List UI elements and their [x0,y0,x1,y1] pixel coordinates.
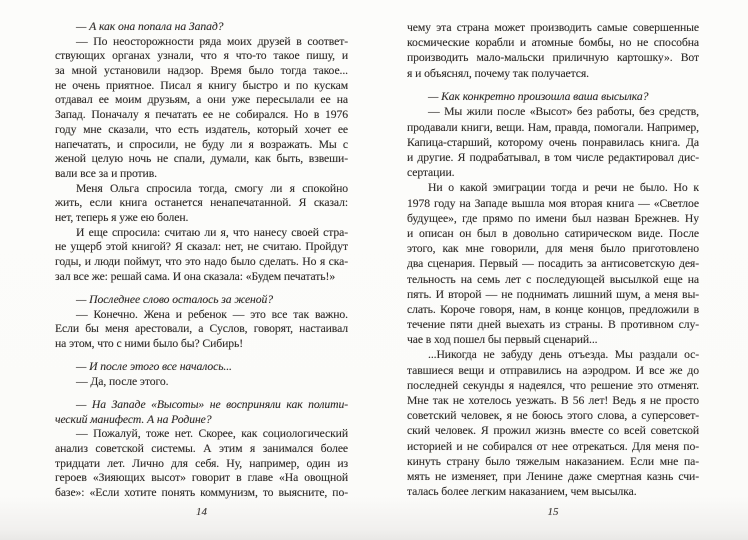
text-line: напечатать, и спросили, не буду ли я возражать. Мы с [55,137,348,151]
text-paragraph [407,104,699,180]
text-line: производить мало-мальски приличную картошку». Вот [407,51,699,65]
text-line: году мне сказали, что есть издатель, который хочет ее [55,122,348,136]
text-line: продавали книги, вещи. Нам, правда, помогали. Например, [407,120,699,134]
text-paragraph [55,182,348,226]
text-line: этого, как мне говорили, для меня было приготовлено [407,242,699,256]
question-paragraph [55,398,348,427]
text-line: зал все же: решай сама. И она сказала: «Будем печатать!» [55,269,336,283]
text-line: два сценария. Первый — посадить за антисоветскую дея- [407,257,699,271]
text-line: пять. И второй — не поднимать лишний шум, а меня вы- [407,287,699,301]
text-line: чае в ход пошел бы первый сценарий... [407,333,598,347]
left-page-number: 14 [196,506,207,518]
text-line: Меня Ольга спросила тогда, смогу ли я спокойно [76,181,348,195]
text-line: не очень приятное. Писал я книгу быстро и по кускам [55,78,348,92]
text-line: Ни о какой эмиграции тогда и речи не было. Но к [428,181,699,195]
question-paragraph [55,360,348,375]
text-line: кинуть страну было тяжелым наказанием. Если мне па- [407,454,699,468]
text-line: не ущерб этой книгой? Я сказал: нет, не считаю. Пройдут [55,240,348,254]
text-line: героев «Зияющих высот» говорит в главе «На овощной [55,471,348,485]
text-line: будущее», где прямо по имени был назван Брежнев. Ну [407,211,699,225]
left-page-text [55,20,348,501]
text-line: — А как она попала на Запад? [76,20,224,33]
text-line: базе»: «Если хотите понять коммунизм, то выясните, по- [55,486,348,500]
text-line: историей и не собирался от нее отрекаться. Для меня по- [407,439,699,453]
text-line: талась более легким наказанием, чем высылка. [407,485,637,499]
text-line: я и объяснял, почему так получается. [407,66,589,80]
text-paragraph [407,347,699,499]
text-line: слать. Короче говоря, нам, в конце концов, предложили в [407,302,699,316]
text-line: ...Никогда не забуду день отъезда. Мы раздали ос- [428,348,699,362]
text-paragraph [55,308,348,352]
text-line: ческий манифест. А на Родине? [55,412,212,426]
text-line: — И после этого все началось... [76,360,232,374]
text-line: — Да, после этого. [76,374,169,388]
text-line: годы, и люди поймут, что это надо было сделать. Но я ска- [55,255,348,268]
text-line: женой целую ночь не спали, думали, как быть, взвеши- [55,152,348,166]
text-line: нет, теперь я уже ею болен. [55,210,189,224]
text-line: — Конечно. Жена и ребенок — это все так важно. [76,307,348,321]
text-line: — На Западе «Высоты» не восприняли как полити- [76,398,348,411]
text-paragraph [55,35,348,182]
text-line: тридцати лет. Лично для себя. Ну, например, один из [55,456,348,470]
text-line: Запад. Поначалу я печатать ее не собирался. Но в 1976 [55,108,348,122]
text-line: тельность на семь лет с последующей высылкой еще на [407,272,699,286]
text-line: тавшиеся вещи и отправились на аэродром. И все же до [407,363,699,377]
text-line: чему эта страна может производить самые совершенные [407,21,699,34]
text-line: анализ советской системы. А этим я занимался более [55,442,348,456]
right-page-number: 15 [547,506,559,518]
question-paragraph [407,89,699,104]
text-line: жить, если книга останется ненапечатанной. Я сказал: [55,196,348,210]
text-line: — Пожалуй, тоже нет. Скорее, как социологический [76,427,348,441]
question-paragraph [55,293,348,308]
text-line: космические корабли и атомные бомбы, но не способна [407,36,699,50]
text-line: на этом, что с ними было бы? Сибирь! [55,336,244,350]
question-paragraph [55,20,348,35]
text-line: — Как конкретно произошла ваша высылка? [428,90,649,104]
text-line: сертации. [407,166,455,180]
text-paragraph [407,180,699,347]
text-paragraph [55,226,348,285]
text-line: Капица-старший, которому очень понравилась книга. Да [407,135,699,149]
text-line: мять не изменяет, при Ленине даже смертная казнь счи- [407,469,699,483]
text-line: — Мы жили после «Высот» без работы, без средств, [428,105,699,119]
text-line: и другие. Я подрабатывал, в том числе редактировал дис- [407,151,699,164]
text-line: ский человек. Я прожил жизнь вместе со всей советской [407,424,699,438]
text-line: Если бы меня арестовали, а Суслов, говорят, настаивал [55,322,348,336]
text-paragraph [55,427,348,500]
text-line: И еще спросила: считаю ли я, что нанесу своей стра- [76,225,348,239]
text-line: 1978 году на Западе вышла моя вторая книга — «Светлое [407,196,699,210]
text-line: за мной установили надзор. Время было тогда такое... [55,64,348,78]
text-line: — По неосторожности ряда моих друзей в соответ- [76,34,348,48]
text-line: и описан он был в довольно сатирическом виде. После [407,226,699,240]
right-page-text [407,20,699,499]
text-line: советский человек, я не боюсь этого слова, а суперсовет- [407,409,699,423]
text-line: течение пяти дней выехать из страны. В противном слу- [407,318,699,332]
text-line: вали все за и против. [55,166,157,180]
text-line: Мне так не хотелось уезжать. В 56 лет! Ведь я не просто [407,394,699,407]
text-line: последней секунды я надеялся, что решение это отменят. [407,378,699,392]
text-line: отдавал ее моим друзьям, а они уже пересылали ее на [55,93,348,107]
text-paragraph [407,20,699,81]
text-line: ствующих органах узнали, что я что-то такое пишу, и [55,49,348,63]
text-line: — Последнее слово осталось за женой? [76,292,273,306]
text-paragraph [55,375,348,390]
